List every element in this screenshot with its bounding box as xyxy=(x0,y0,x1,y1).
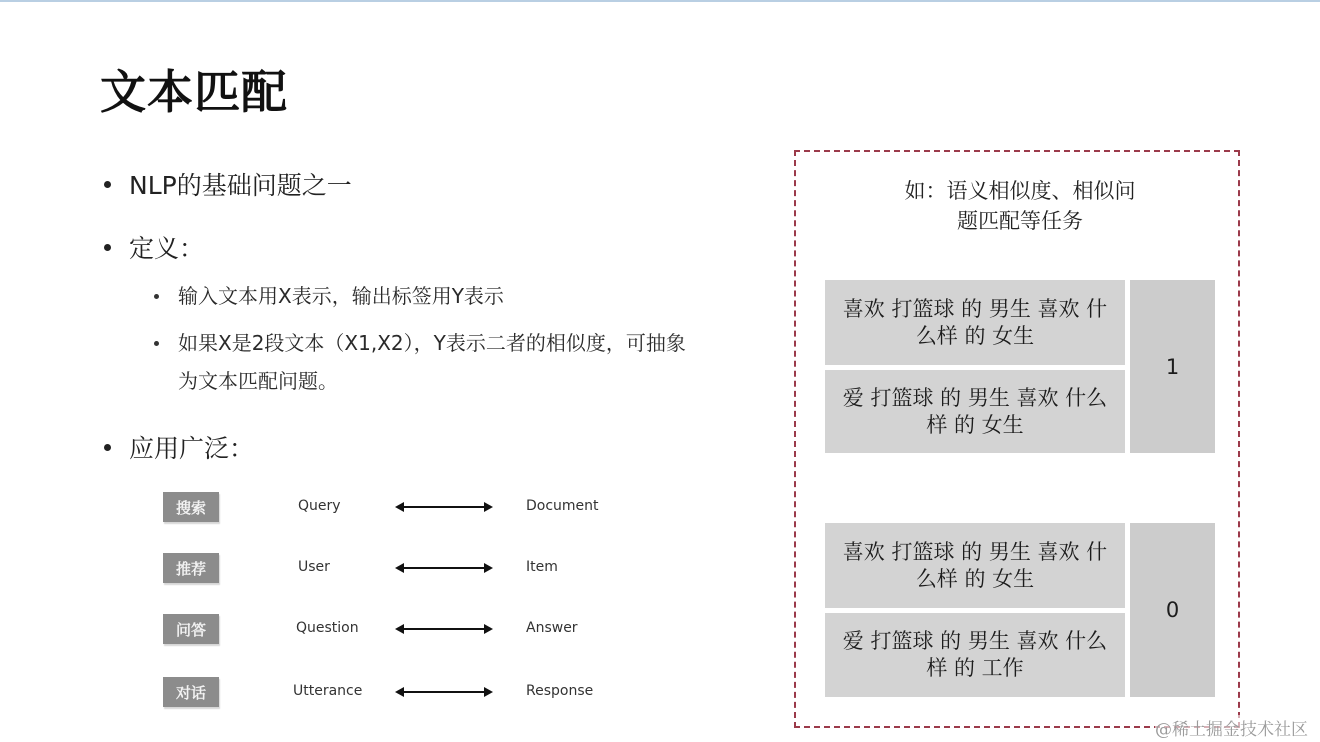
example-heading-line2: 题匹配等任务 xyxy=(957,209,1083,233)
pair2-text1 xyxy=(825,523,1125,608)
definition-point-text: 输入文本用X表示，输出标签用Y表示 xyxy=(178,284,504,308)
application-tag: 推荐 xyxy=(163,553,219,583)
bullet-dot-icon xyxy=(104,244,111,251)
pair1-text1 xyxy=(825,280,1125,365)
sub-bullet-dot-icon xyxy=(154,341,159,346)
double-arrow-icon xyxy=(397,691,491,693)
bullet-text: 应用广泛： xyxy=(129,434,255,463)
sentence-line: 爱 打篮球 的 男生 喜欢 什么 xyxy=(842,385,1108,410)
application-left: Utterance xyxy=(293,683,363,699)
bullet-nlp-basic xyxy=(104,166,352,202)
bullet-text: NLP的基础问题之一 xyxy=(129,171,352,200)
sentence-line: 喜欢 打篮球 的 男生 喜欢 什 xyxy=(842,539,1108,564)
example-heading xyxy=(860,176,1180,236)
application-tag: 对话 xyxy=(163,677,219,707)
application-right: Response xyxy=(526,683,594,699)
double-arrow-icon xyxy=(397,567,491,569)
application-right: Document xyxy=(526,498,599,514)
pair1-label: 1 xyxy=(1130,280,1215,453)
bullet-applications xyxy=(104,429,254,465)
application-row-dialogue xyxy=(163,677,623,709)
application-tag: 搜索 xyxy=(163,492,219,522)
application-left: User xyxy=(298,559,330,575)
example-heading-line1: 如：语义相似度、相似问 xyxy=(904,179,1136,203)
top-border-line xyxy=(0,0,1320,2)
application-row-recommend xyxy=(163,553,623,585)
slide-title: 文本匹配 xyxy=(100,65,288,119)
sentence-line: 样 的 女生 xyxy=(926,412,1024,437)
double-arrow-icon xyxy=(397,506,491,508)
bullet-definition xyxy=(104,229,204,265)
pair2-label: 0 xyxy=(1130,523,1215,697)
definition-point-1 xyxy=(178,277,504,315)
double-arrow-icon xyxy=(397,628,491,630)
definition-point-line2: 为文本匹配问题。 xyxy=(178,369,338,393)
application-right: Answer xyxy=(526,620,578,636)
watermark: @稀土掘金技术社区 xyxy=(1155,715,1308,740)
application-tag: 问答 xyxy=(163,614,219,644)
application-left: Question xyxy=(296,620,359,636)
application-row-search xyxy=(163,492,623,524)
bullet-text: 定义： xyxy=(129,234,205,263)
sentence-line: 样 的 工作 xyxy=(926,656,1024,680)
bullet-dot-icon xyxy=(104,181,111,188)
sentence-line: 爱 打篮球 的 男生 喜欢 什么 xyxy=(842,629,1108,653)
application-left: Query xyxy=(298,498,341,514)
application-right: Item xyxy=(526,559,558,575)
sentence-line: 么样 的 女生 xyxy=(915,323,1035,348)
pair2-text2 xyxy=(825,613,1125,697)
sentence-line: 喜欢 打篮球 的 男生 喜欢 什 xyxy=(842,296,1108,321)
sentence-line: 么样 的 女生 xyxy=(915,566,1035,591)
application-row-qa xyxy=(163,614,623,646)
sub-bullet-dot-icon xyxy=(154,294,159,299)
definition-point-2 xyxy=(178,324,686,400)
definition-point-line1: 如果X是2段文本（X1,X2），Y表示二者的相似度，可抽象 xyxy=(178,331,686,355)
bullet-dot-icon xyxy=(104,444,111,451)
pair1-text2 xyxy=(825,370,1125,453)
